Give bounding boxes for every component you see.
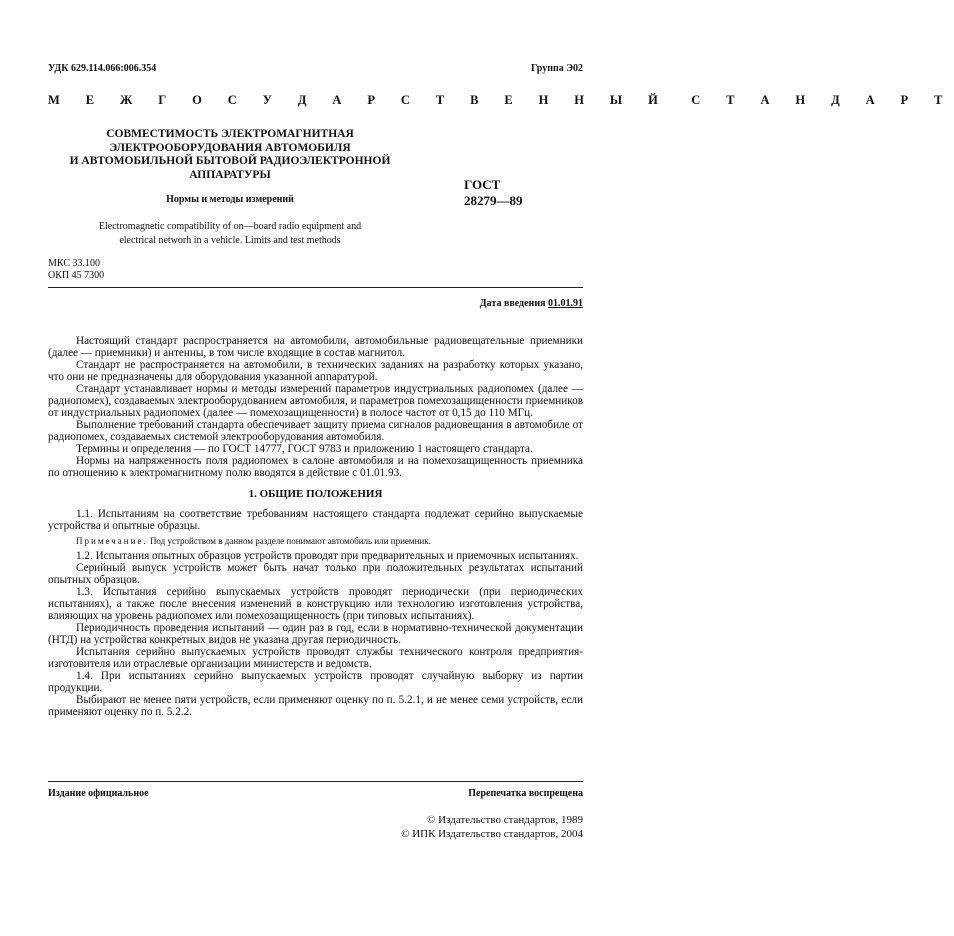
- reprint-notice: Перепечатка воспрещена: [468, 788, 583, 799]
- paragraph: Стандарт устанавливает нормы и методы измерений параметров индустриальных радиопомех (далее — радиопомех), создаваемых электрооборудованием автомобиля, и параметров помехозащищенности приемников от индустриальных радиопомех (далее — помехозащищенности) в полосе частот от 0,15 до 110 МГц.: [48, 383, 583, 419]
- intro-date-label: Дата введения: [479, 298, 546, 309]
- section-heading: 1. ОБЩИЕ ПОЛОЖЕНИЯ: [248, 488, 383, 500]
- document-subtitle: Нормы и методы измерений: [166, 194, 294, 205]
- paragraph: 1.3. Испытания серийно выпускаемых устройств проводят периодически (при периодических испытаниях), а также после внесения изменений в конструкцию или технологию изготовления устройства, влияющих на уровень радиопомех или помехозащищенность (при типовых испытаниях).: [48, 586, 583, 622]
- note-label: Примечание.: [76, 536, 148, 546]
- english-title-line: electrical networh in a vehicle. Limits and test methods: [119, 235, 341, 246]
- gost-number: 28279—89: [464, 193, 523, 208]
- english-title-line: Electromagnetic compatibility of on—board radio equipment and: [98, 221, 362, 232]
- intro-date: [480, 298, 583, 309]
- note-text: Под устройством в данном разделе понимают автомобиль или приемник.: [147, 536, 431, 546]
- paragraph: Выполнение требований стандарта обеспечивает защиту приема сигналов радиовещания в автомобиле от радиопомех, создаваемых системой электрооборудования автомобиля.: [48, 419, 583, 443]
- copyright-block: [401, 813, 583, 841]
- document-title: [60, 128, 400, 182]
- gost-designation: [464, 177, 554, 209]
- okp-code: ОКП 45 7300: [48, 269, 105, 281]
- title-line: СОВМЕСТИМОСТЬ ЭЛЕКТРОМАГНИТНАЯ: [106, 128, 354, 140]
- mks-code: МКС 33.100: [48, 258, 100, 269]
- official-edition: Издание официальное: [48, 788, 149, 799]
- copyright-line: © Издательство стандартов, 1989: [427, 814, 583, 826]
- paragraph: 1.2. Испытания опытных образцов устройств проводят при предварительных и приемочных испытаниях.: [76, 550, 579, 562]
- gost-label: ГОСТ: [464, 177, 501, 192]
- paragraph: Нормы на напряженность поля радиопомех в салоне автомобиля и на помехозащищенность приемника по отношению к электромагнитному полю вводятся в действие с 01.01.93.: [48, 455, 583, 479]
- paragraph: 1.4. При испытаниях серийно выпускаемых устройств проводят случайную выборку из партии продукции.: [48, 670, 583, 694]
- intro-date-value: 01.01.91: [548, 298, 583, 309]
- classification-codes: [48, 258, 104, 281]
- footer-divider: [48, 781, 583, 782]
- standard-kind-word-1: М Е Ж Г О С У Д А Р С Т В Е Н Н Ы Й: [48, 93, 670, 107]
- english-title: [80, 220, 380, 248]
- note: [48, 535, 583, 547]
- standard-kind-word-2: С Т А Н Д А Р Т: [691, 93, 954, 107]
- header-divider: [48, 287, 583, 288]
- paragraph: 1.1. Испытаниям на соответствие требованиям настоящего стандарта подлежат серийно выпускаемые устройства и опытные образцы.: [48, 508, 583, 532]
- paragraph: Испытания серийно выпускаемых устройств проводят службы технического контроля предприятия-изготовителя или отраслевые организации министерств и ведомств.: [48, 646, 583, 670]
- udk-code: УДК 629.114.066:006.354: [48, 63, 157, 74]
- document-body: [48, 335, 583, 718]
- paragraph: Выбирают не менее пяти устройств, если применяют оценку по п. 5.2.1, и не менее семи устройств, если применяют оценку по п. 5.2.2.: [48, 694, 583, 718]
- paragraph: Термины и определения — по ГОСТ 14777, ГОСТ 9783 и приложению 1 настоящего стандарта.: [76, 443, 533, 455]
- title-line: ЭЛЕКТРООБОРУДОВАНИЯ АВТОМОБИЛЯ: [109, 141, 351, 154]
- paragraph: Периодичность проведения испытаний — один раз в год, если в нормативно-технической документации (НТД) на устройства конкретных видов не указана другая периодичность.: [48, 622, 583, 646]
- paragraph: Стандарт не распространяется на автомобили, в технических заданиях на разработку которых указано, что они не предназначены для оборудования указанной аппаратурой.: [48, 359, 583, 383]
- paragraph: Серийный выпуск устройств может быть начат только при положительных результатах испытаний опытных образцов.: [48, 562, 583, 586]
- group-code: Группа Э02: [531, 63, 583, 74]
- standard-kind-banner: [48, 93, 954, 108]
- copyright-line: © ИПК Издательство стандартов, 2004: [401, 828, 583, 840]
- title-line: И АВТОМОБИЛЬНОЙ БЫТОВОЙ РАДИОЭЛЕКТРОННОЙ: [69, 155, 391, 167]
- paragraph: Настоящий стандарт распространяется на автомобили, автомобильные радиовещательные приемники (далее — приемники) и антенны, в том числе входящие в состав магнитол.: [48, 335, 583, 359]
- title-line: АППАРАТУРЫ: [189, 168, 271, 181]
